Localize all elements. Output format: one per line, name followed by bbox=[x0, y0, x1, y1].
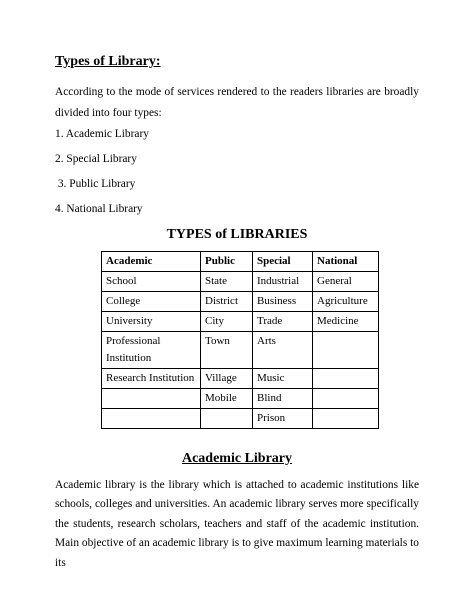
academic-library-title: Academic Library bbox=[181, 451, 293, 466]
table-cell bbox=[313, 332, 379, 369]
table-cell bbox=[313, 409, 379, 429]
table-cell: City bbox=[201, 312, 253, 332]
table-header-cell: Public bbox=[201, 252, 253, 272]
list-item-academic: 1. Academic Library bbox=[55, 128, 149, 140]
table-row bbox=[102, 369, 379, 389]
table-row bbox=[102, 332, 379, 369]
table-cell: Agriculture bbox=[313, 292, 379, 312]
table-header-cell: Special bbox=[253, 252, 313, 272]
academic-library-paragraph: Academic library is the library which is attached to academic institutions like schools, colleges and universities. An academic library serves more specifically the students, research scholars, teachers and staff of the academic institution. Main objective of an academic library is to give maximum learning materials to its bbox=[55, 479, 419, 569]
table-cell bbox=[102, 409, 201, 429]
table-cell: Industrial bbox=[253, 272, 313, 292]
table-row bbox=[102, 389, 379, 409]
table-cell: Village bbox=[201, 369, 253, 389]
table-cell: Music bbox=[253, 369, 313, 389]
table-cell: Professional Institution bbox=[102, 332, 201, 369]
table-cell: Mobile bbox=[201, 389, 253, 409]
table-cell: University bbox=[102, 312, 201, 332]
table-header-row bbox=[102, 252, 379, 272]
library-types-table bbox=[101, 251, 379, 429]
list-item-national: 4. National Library bbox=[55, 203, 143, 215]
table-row bbox=[102, 409, 379, 429]
table-cell: Trade bbox=[253, 312, 313, 332]
table-cell: District bbox=[201, 292, 253, 312]
table-row bbox=[102, 272, 379, 292]
table-cell: College bbox=[102, 292, 201, 312]
table-cell: Prison bbox=[253, 409, 313, 429]
table-cell: State bbox=[201, 272, 253, 292]
table-cell: Town bbox=[201, 332, 253, 369]
table-header-cell: Academic bbox=[102, 252, 201, 272]
table-header-cell: National bbox=[313, 252, 379, 272]
table-cell: Blind bbox=[253, 389, 313, 409]
table-title: TYPES of LIBRARIES bbox=[166, 227, 308, 242]
list-item-special: 2. Special Library bbox=[55, 153, 137, 165]
table-cell: Research Institution bbox=[102, 369, 201, 389]
table-cell: Business bbox=[253, 292, 313, 312]
table-cell bbox=[102, 389, 201, 409]
table-cell: School bbox=[102, 272, 201, 292]
table-cell: Medicine bbox=[313, 312, 379, 332]
types-of-library-heading: Types of Library: bbox=[55, 54, 161, 69]
table-cell bbox=[313, 369, 379, 389]
table-cell: Arts bbox=[253, 332, 313, 369]
table-row bbox=[102, 312, 379, 332]
table-row bbox=[102, 292, 379, 312]
table-cell bbox=[313, 389, 379, 409]
table-cell: General bbox=[313, 272, 379, 292]
intro-paragraph: According to the mode of services rendered to the readers libraries are broadly divided into four types: bbox=[55, 86, 419, 119]
table-cell bbox=[201, 409, 253, 429]
list-item-public: 3. Public Library bbox=[55, 178, 136, 190]
